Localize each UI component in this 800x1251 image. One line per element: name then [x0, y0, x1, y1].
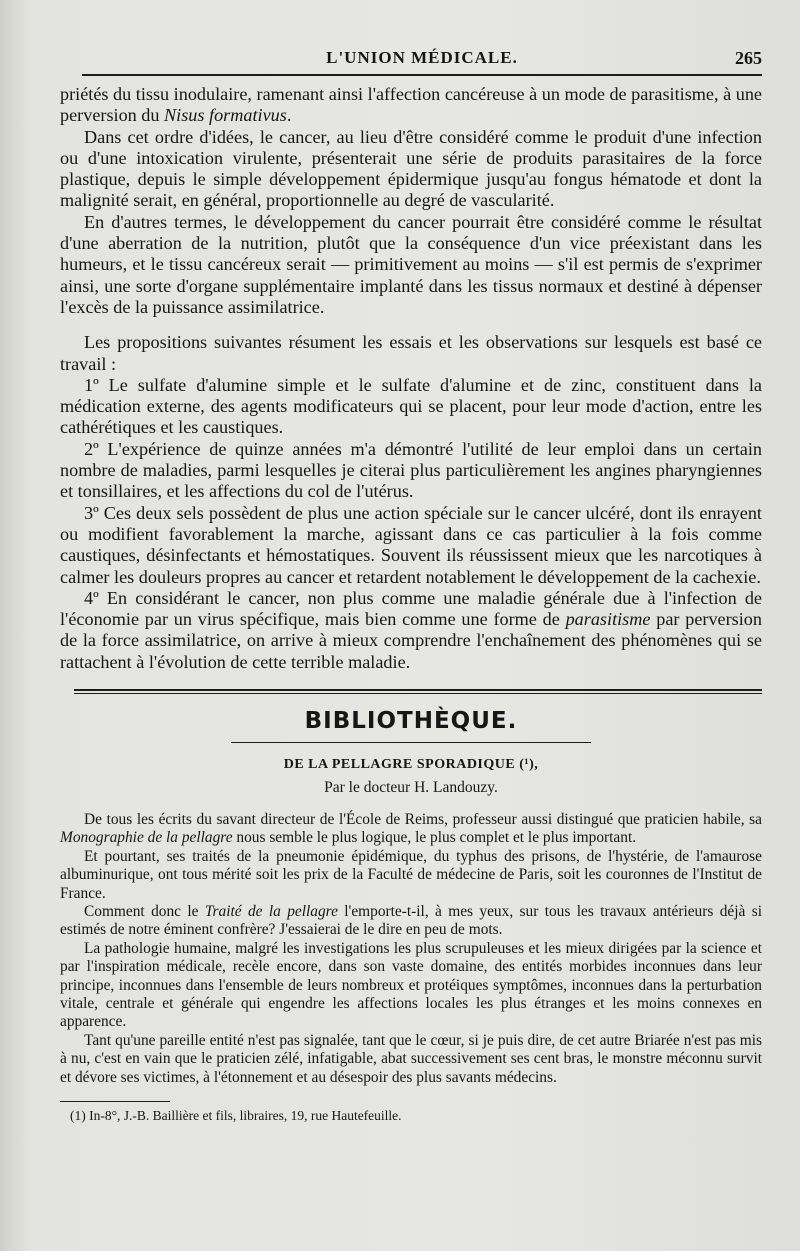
article-byline: Par le docteur H. Landouzy.	[324, 779, 498, 797]
paragraph	[60, 439, 762, 503]
section-title: BIBLIOTHÈQUE.	[304, 708, 518, 735]
paragraph	[60, 1032, 762, 1087]
paragraph-text: 3º Ces deux sels possèdent de plus une action spéciale sur le cancer ulcéré, dont ils enrayent ou modifient favorablement la marche, agissant dans ce cas particulier à la fois comme caustiques, désinfectants et hémostatiques. Souvent ils réussissent mieux que les narcotiques à calmer les douleurs propres au cancer et retardent notablement le développement de la cachexie.	[60, 502, 762, 587]
review-text	[60, 811, 762, 1087]
paragraph-text: priétés du tissu inodulaire, ramenant ainsi l'affection cancéreuse à un mode de parasitisme, à une perversion du	[60, 84, 762, 126]
running-header	[82, 44, 762, 76]
paragraph	[60, 375, 762, 439]
italic-text: Monographie de la pellagre	[60, 829, 233, 847]
footnote-rule	[60, 1101, 170, 1102]
paragraph-text: l'emporte-t-il, à mes yeux, sur tous les travaux antérieurs déjà si estimés de notre éminent confrère? J'essaierai de le dire en peu de mots.	[60, 903, 762, 939]
paragraph-text: Tant qu'une pareille entité n'est pas signalée, tant que le cœur, si je puis dire, de cet autre Briarée n'est pas mis à nu, c'est en vain que le praticien zélé, infatigable, abat successivement ses cent bras, le monstre méconnu survit et dévore ses victimes, à l'étonnement et au désespoir des plus savants médecins.	[60, 1031, 762, 1086]
italic-text: parasitisme	[565, 609, 651, 630]
paragraph-text: La pathologie humaine, malgré les investigations les plus scrupuleuses et les mieux dirigées par la science et par l'inspiration médicale, recèle encore, dans son vaste domaine, des entités morbides inconnues dans leur principe, inconnues dans l'ensemble de leurs nombreux et protéiques symptômes, inconnues dans la perturbation vitale, centrale et générale qui engendre les affections locales les plus étranges et les moins connexes en apparence.	[60, 939, 762, 1031]
section-title-rule	[231, 742, 591, 743]
italic-text: Traité de la pellagre	[204, 903, 338, 921]
paragraph	[60, 811, 762, 848]
paragraph-text: .	[286, 105, 292, 126]
paragraph-text: Dans cet ordre d'idées, le cancer, au lieu d'être considéré comme le produit d'une infection ou d'une intoxication virulente, présenterait une série de produits parasitaires de la force plastique, depuis le simple développement épidermique jusqu'au fongus hématode et dont la malignité serait, en général, proportionnelle au degré de vascularité.	[60, 126, 762, 211]
paragraph-text: 2º L'expérience de quinze années m'a démontré l'utilité de leur emploi dans un certain nombre de maladies, parmi lesquelles je citerai plus particulièrement les angines pharyngiennes et tonsillaires, et les affections du col de l'utérus.	[60, 438, 762, 502]
page-number: 265	[735, 48, 762, 68]
article-continuation	[60, 84, 762, 673]
paragraph	[60, 588, 762, 673]
italic-text: Nisus formativus	[164, 105, 287, 126]
paragraph-text: 1º Le sulfate d'alumine simple et le sulfate d'alumine et de zinc, constituent dans la médication externe, des agents modificateurs qui se placent, pour leur mode d'action, entre les cathérétiques et les caustiques.	[60, 374, 762, 438]
paragraph-text: par perversion de la force assimilatrice, on arrive à mieux comprendre l'enchaînement des phénomènes qui se rattachent à l'évolution de cette terrible maladie.	[60, 609, 762, 672]
paragraph	[60, 127, 762, 212]
section-divider	[74, 689, 762, 694]
running-title: L'UNION MÉDICALE.	[326, 48, 518, 67]
paragraph	[60, 212, 762, 318]
paragraph-text: nous semble le plus logique, le plus complet et le plus important.	[232, 829, 637, 847]
paragraph	[60, 903, 762, 940]
paragraph	[60, 940, 762, 1032]
paragraph	[60, 503, 762, 588]
footnote: (1) In-8°, J.-B. Baillière et fils, libraires, 19, rue Hautefeuille.	[70, 1108, 402, 1124]
paragraph-text: En d'autres termes, le développement du cancer pourrait être considéré comme le résultat d'une aberration de la nutrition, plutôt que la conséquence d'un vice préexistant dans les humeurs, et le tissu cancéreux serait — primitivement au moins — s'il est permis de s'exprimer ainsi, une sorte d'organe supplémentaire implanté dans les tissus normaux et destiné à dépenser l'excès de la puissance assimilatrice.	[60, 211, 762, 317]
paragraph	[60, 332, 762, 375]
paragraph-text: De tous les écrits du savant directeur de l'École de Reims, professeur aussi distingué que praticien habile, sa	[84, 811, 762, 829]
paragraph-text: Et pourtant, ses traités de la pneumonie épidémique, du typhus des prisons, de l'hystérie, de l'amaurose albuminurique, ont tous mérité soit les prix de la Faculté de médecine de Paris, soit les couronnes de l'Institut de France.	[60, 847, 762, 902]
paragraph-text: Les propositions suivantes résument les essais et les observations sur lesquels est basé ce travail :	[60, 332, 762, 374]
paragraph-text: 4º En considérant le cancer, non plus comme une maladie générale due à l'infection de l'économie par un virus spécifique, mais bien comme une forme de	[60, 587, 762, 630]
article-title: DE LA PELLAGRE SPORADIQUE (¹),	[283, 757, 539, 773]
paragraph	[60, 84, 762, 127]
paragraph-text: Comment donc le	[84, 903, 205, 921]
paragraph	[60, 848, 762, 903]
